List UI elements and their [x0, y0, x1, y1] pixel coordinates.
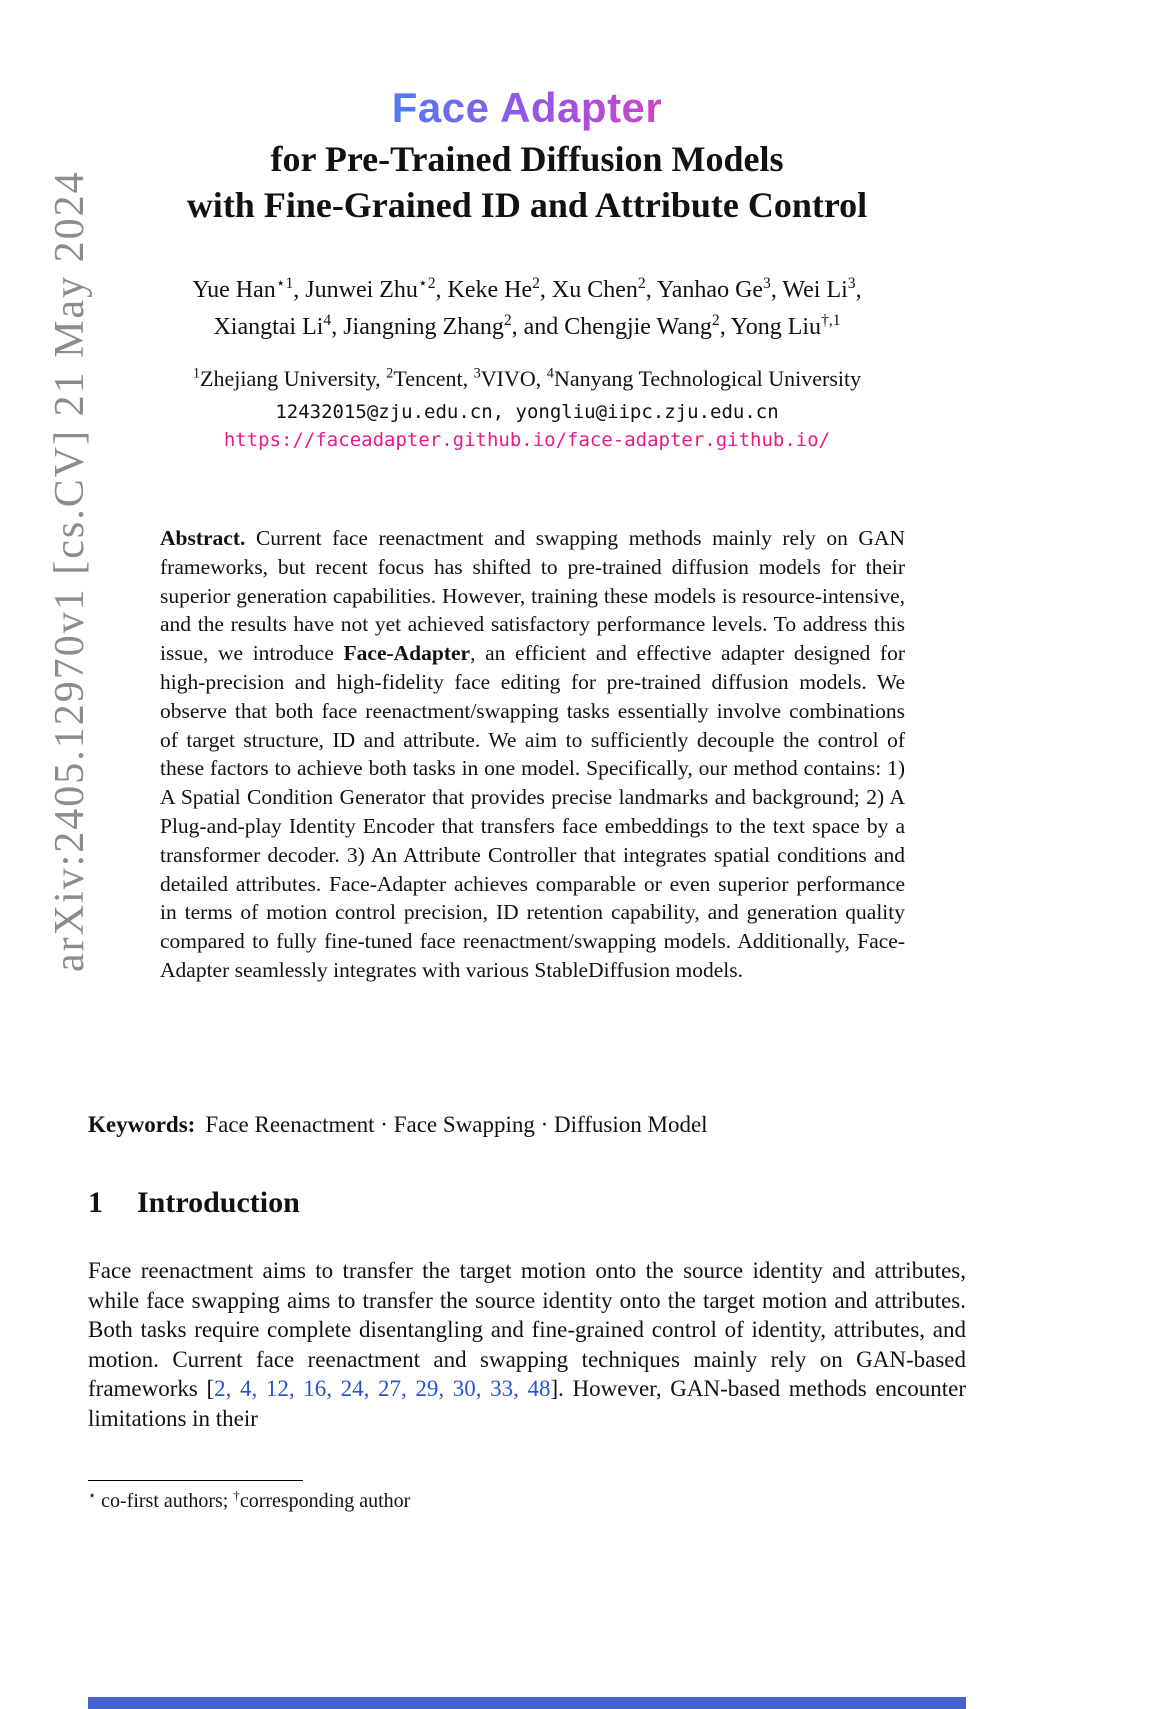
text-segment: 2: [637, 275, 646, 292]
text-segment: ⋆: [88, 1487, 97, 1503]
authors-line1: [88, 272, 966, 309]
text-segment: Face-Adapter: [343, 641, 471, 666]
section-title: Introduction: [137, 1186, 300, 1219]
text-segment: VIVO,: [480, 366, 547, 391]
text-segment: , Keke He: [435, 277, 533, 303]
citation-link[interactable]: 2, 4, 12, 16, 24, 27, 29, 30, 33, 48: [214, 1376, 551, 1401]
text-segment: , an efficient and effective adapter designed for high-precision and high-fidelity face editing for pre-trained diffusion models. We observe that both face reenactment/swapping tasks essentially involve combinations of target structure, ID and attribute. We aim to sufficiently decouple the control of these factors to achieve both tasks in one model. Specifically, our method contains: 1) A Spatial Condition Generator that provides precise landmarks and background; 2) A Plug-and-play Identity Encoder that transfers face embeddings to the text space by a transformer decoder. 3) An Attribute Controller that integrates spatial conditions and detailed attributes. Face-Adapter achieves comparable or even superior performance in terms of motion control precision, ID retention capability, and generation quality compared to fully fine-tuned face reenactment/swapping models. Additionally, Face-Adapter seamlessly integrates with various StableDiffusion models.: [160, 641, 906, 982]
abstract-paragraph: [160, 524, 905, 985]
keywords-label: Keywords:: [88, 1112, 196, 1137]
footnote-block: [88, 1480, 966, 1513]
text-segment: Zhejiang University,: [200, 366, 387, 391]
text-segment: co-first authors;: [96, 1490, 234, 1512]
paper-title-line2: for Pre-Trained Diffusion Models: [270, 139, 784, 179]
authors-block: [88, 272, 966, 346]
section-heading-introduction: [88, 1186, 966, 1220]
text-segment: 2: [503, 312, 512, 329]
title-block: [88, 84, 966, 228]
text-segment: †,1: [821, 312, 841, 329]
text-segment: , Yong Liu: [719, 314, 822, 340]
text-segment: 1: [192, 365, 201, 382]
text-segment: ⋆2: [417, 275, 436, 292]
text-segment: , Jiangning Zhang: [331, 314, 504, 340]
affiliations-block: [88, 366, 966, 451]
email-line: 12432015@zju.edu.cn, yongliu@iipc.zju.edu.cn: [275, 401, 779, 423]
keywords-text: Face Reenactment · Face Swapping · Diffusion Model: [205, 1112, 708, 1137]
text-segment: 4: [546, 365, 554, 382]
footnote-text: [88, 1487, 966, 1513]
text-segment: Current face reenactment and swapping methods mainly rely on GAN frameworks, but recent focus has shifted to pre-trained diffusion models for their superior generation capabilities. However, training these models is resource-intensive, and the results have not yet achieved satisfactory performance levels. To address this issue, we introduce: [160, 526, 905, 666]
text-segment: 2: [711, 312, 720, 329]
keywords-line: [88, 1112, 966, 1138]
text-segment: ,: [855, 277, 862, 303]
text-segment: ]. However, GAN-based methods encounter limitations in their: [88, 1376, 966, 1431]
text-segment: Abstract.: [160, 526, 246, 550]
project-url-link[interactable]: https://faceadapter.github.io/face-adapter.github.io/: [223, 429, 831, 451]
paper-logo-title: Face Adapter: [391, 84, 663, 131]
next-page-figure-strip: [88, 1697, 966, 1709]
text-segment: , Yanhao Ge: [645, 277, 764, 303]
text-segment: 4: [323, 312, 332, 329]
text-segment: 2: [532, 275, 540, 292]
authors-line2: [88, 309, 966, 346]
footnote-rule: [88, 1480, 303, 1481]
text-segment: Yue Han: [192, 277, 276, 303]
text-segment: ⋆1: [275, 275, 294, 292]
text-segment: 2: [386, 365, 394, 382]
text-segment: Nanyang Technological University: [553, 366, 862, 391]
text-segment: corresponding author: [239, 1490, 411, 1512]
affiliations-line: [88, 366, 966, 392]
text-segment: †: [233, 1487, 240, 1503]
text-segment: , Xu Chen: [539, 277, 638, 303]
text-segment: Tencent,: [393, 366, 474, 391]
text-segment: 3: [473, 365, 481, 382]
text-segment: , Junwei Zhu: [293, 277, 418, 303]
text-segment: Xiangtai Li: [213, 314, 324, 340]
text-segment: 3: [763, 275, 771, 292]
text-segment: , and Chengjie Wang: [511, 314, 712, 340]
intro-paragraph: [88, 1256, 966, 1433]
arxiv-watermark: arXiv:2405.12970v1 [cs.CV] 21 May 2024: [47, 170, 93, 972]
paper-title-line3: with Fine-Grained ID and Attribute Control: [186, 185, 868, 225]
section-number: 1: [88, 1186, 103, 1219]
text-segment: , Wei Li: [770, 277, 848, 303]
text-segment: Face reenactment aims to transfer the target motion onto the source identity and attributes, while face swapping aims to transfer the source identity onto the target motion and attributes. Both tasks require complete disentangling and fine-grained control of identity, attributes, and motion. Current face reenactment and swapping techniques mainly rely on GAN-based frameworks [: [88, 1258, 966, 1401]
text-segment: 3: [847, 275, 856, 292]
